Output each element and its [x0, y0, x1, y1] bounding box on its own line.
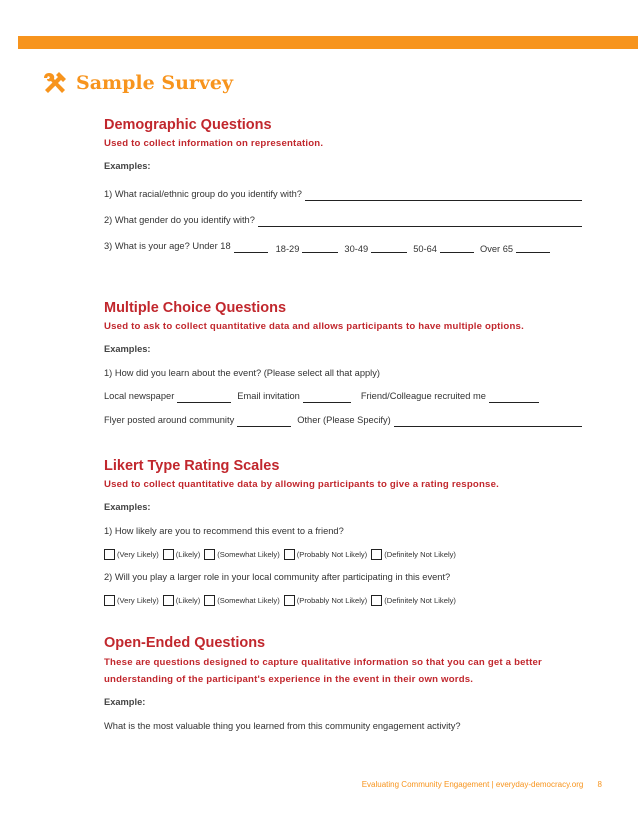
age-option-line[interactable] [234, 241, 268, 253]
rating-option[interactable]: (Somewhat Likely) [204, 595, 279, 606]
multiple-choice-section [104, 299, 582, 427]
option-line[interactable] [489, 391, 539, 403]
demographic-section [104, 116, 582, 253]
option-label: Local newspaper [104, 391, 175, 401]
rating-option[interactable]: (Likely) [163, 549, 200, 560]
survey-content [104, 116, 582, 733]
age-option-line[interactable] [371, 241, 407, 253]
section-subtitle: These are questions designed to capture qualitative information so that you can get a better [104, 657, 542, 668]
open-ended-section [104, 634, 582, 733]
section-subtitle: understanding of the participant's experience in the event in their own words. [104, 674, 474, 685]
option-line[interactable] [237, 415, 291, 427]
age-option-label: Over 65 [479, 244, 514, 254]
answer-line[interactable] [258, 215, 582, 227]
page-title: Sample Survey [76, 72, 234, 94]
question-text: 3) What is your age? [104, 241, 190, 251]
page-footer [362, 780, 602, 789]
option-row [104, 413, 582, 427]
option-label: Friend/Colleague recruited me [360, 391, 486, 401]
question-text: 2) What gender do you identify with? [104, 215, 255, 225]
option-row [104, 389, 582, 403]
page-header [42, 70, 233, 96]
footer-text: Evaluating Community Engagement | everyday-democracy.org [361, 780, 584, 789]
rating-option[interactable]: (Probably Not Likely) [284, 595, 367, 606]
section-title: Demographic Questions [104, 117, 272, 133]
age-option-label: 30-49 [344, 244, 369, 254]
likert-section [104, 457, 582, 606]
examples-label: Examples: [104, 344, 151, 354]
age-option-label: 50-64 [413, 244, 437, 254]
rating-option[interactable]: (Probably Not Likely) [284, 549, 367, 560]
section-subtitle: Used to collect quantitative data by allowing participants to give a rating response. [104, 479, 499, 490]
question-row [104, 187, 582, 201]
section-subtitle: Used to collect information on representation. [104, 138, 324, 149]
question-text: 1) How did you learn about the event? (Please select all that apply) [104, 368, 380, 378]
question-text: 1) What racial/ethnic group do you identify with? [104, 189, 302, 199]
rating-scale [104, 594, 582, 606]
section-title: Likert Type Rating Scales [104, 458, 280, 474]
age-option-line[interactable] [440, 241, 474, 253]
question-text: What is the most valuable thing you learned from this community engagement activity? [104, 721, 461, 731]
section-title: Open-Ended Questions [104, 635, 266, 651]
checkbox[interactable] [371, 595, 382, 606]
example-label: Example: [104, 697, 146, 707]
examples-label: Examples: [104, 161, 151, 171]
question-text: 2) Will you play a larger role in your local community after participating in this event? [104, 572, 451, 582]
age-question-row [104, 239, 582, 253]
option-line[interactable] [177, 391, 231, 403]
checkbox[interactable] [104, 549, 115, 560]
page-number: 8 [597, 780, 602, 789]
option-label: Other (Please Specify) [297, 415, 391, 425]
question-text: 1) How likely are you to recommend this event to a friend? [104, 526, 344, 536]
checkbox[interactable] [163, 595, 174, 606]
option-line[interactable] [303, 391, 351, 403]
age-option-line[interactable] [302, 241, 338, 253]
age-option-label: 18-29 [275, 244, 300, 254]
option-label: Flyer posted around community [104, 415, 235, 425]
option-label: Email invitation [237, 391, 300, 401]
option-line[interactable] [394, 415, 582, 427]
examples-label: Examples: [104, 502, 151, 512]
rating-option[interactable]: (Somewhat Likely) [204, 549, 279, 560]
section-subtitle: Used to ask to collect quantitative data and allows participants to have multiple options. [104, 321, 524, 332]
rating-scale [104, 548, 582, 560]
rating-option[interactable]: (Definitely Not Likely) [371, 595, 456, 606]
rating-option[interactable]: (Likely) [163, 595, 200, 606]
checkbox[interactable] [204, 595, 215, 606]
checkbox[interactable] [371, 549, 382, 560]
rating-option[interactable]: (Very Likely) [104, 549, 159, 560]
age-option-line[interactable] [516, 241, 550, 253]
question-row [104, 213, 582, 227]
checkbox[interactable] [284, 549, 295, 560]
checkbox[interactable] [104, 595, 115, 606]
answer-line[interactable] [305, 189, 582, 201]
checkbox[interactable] [284, 595, 295, 606]
rating-option[interactable]: (Very Likely) [104, 595, 159, 606]
section-title: Multiple Choice Questions [104, 300, 287, 316]
rating-option[interactable]: (Definitely Not Likely) [371, 549, 456, 560]
age-option-label: Under 18 [192, 241, 231, 251]
checkbox[interactable] [204, 549, 215, 560]
tools-icon [42, 70, 68, 96]
top-accent-bar [18, 36, 638, 49]
checkbox[interactable] [163, 549, 174, 560]
